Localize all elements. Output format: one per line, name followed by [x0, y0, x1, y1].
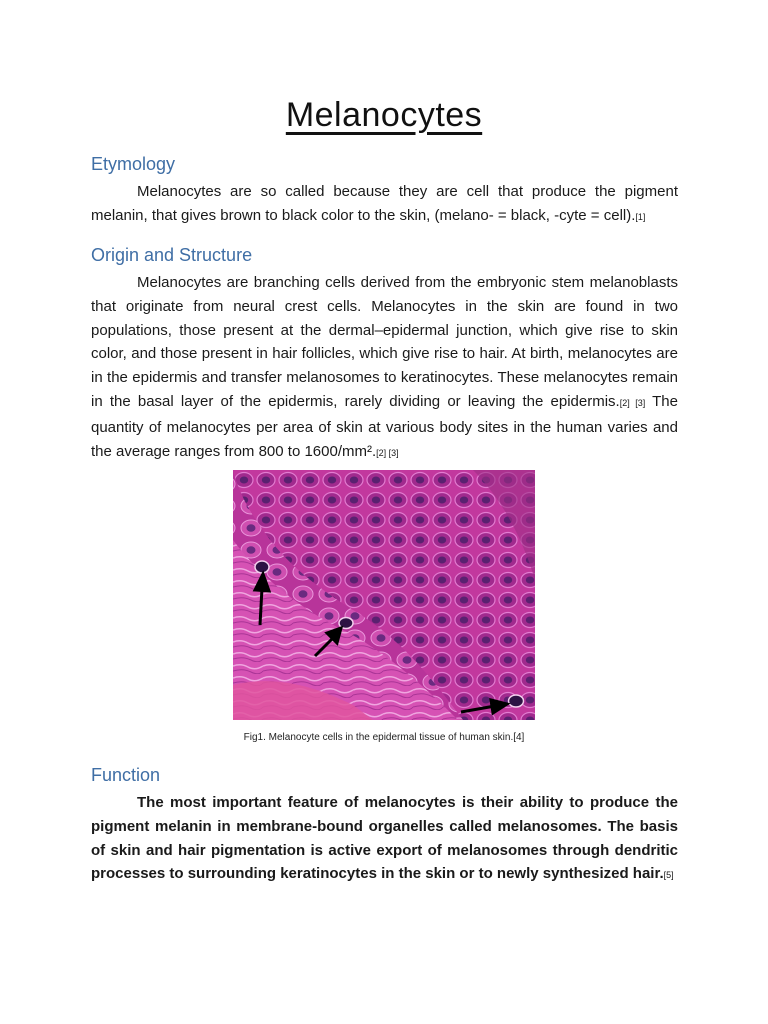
- paragraph-origin-structure: [91, 271, 678, 465]
- micrograph-image: [233, 470, 535, 720]
- citation-ref[interactable]: [2] [3]: [619, 397, 646, 408]
- micrograph-figure: [233, 470, 535, 720]
- function-text: The most important feature of melanocytes is their ability to produce the pigment melanin in membrane-bound organelles called melanosomes. The basis of skin and hair pigmentation is active export of melanosomes through dendritic processes to surrounding keratinocytes in the skin or to newly synthesized hair.: [91, 794, 678, 883]
- origin-text-a: Melanocytes are branching cells derived from the embryonic stem melanoblasts that originate from neural crest cells. Melanocytes in the skin are found in two populations, those present at the dermal–epidermal junction, which give rise to skin color, and those present in hair follicles, which give rise to hair. At birth, melanocytes are in the epidermis and transfer melanosomes to keratinocytes. These melanocytes remain in the basal layer of the epidermis, rarely dividing or leaving the epidermis.: [91, 274, 678, 410]
- citation-ref[interactable]: [2] [3]: [376, 447, 399, 458]
- paragraph-etymology: [91, 180, 678, 230]
- heading-etymology: Etymology: [91, 154, 176, 174]
- figure-caption: Fig1. Melanocyte cells in the epidermal tissue of human skin.[4]: [243, 732, 525, 743]
- page-title: Melanocytes: [285, 96, 483, 134]
- citation-ref[interactable]: [1]: [635, 211, 646, 222]
- citation-ref[interactable]: [5]: [663, 870, 674, 881]
- origin-text-b: The quantity of melanocytes per area of skin at various body sites in the human varies and the average ranges from 800 to 1600/mm².: [91, 392, 678, 460]
- etymology-text: Melanocytes are so called because they are cell that produce the pigment melanin, that gives brown to black color to the skin, (melano- = black, -cyte = cell).: [91, 183, 678, 224]
- heading-origin-structure: Origin and Structure: [91, 245, 253, 265]
- paragraph-function: [91, 791, 678, 888]
- heading-function: Function: [91, 765, 161, 785]
